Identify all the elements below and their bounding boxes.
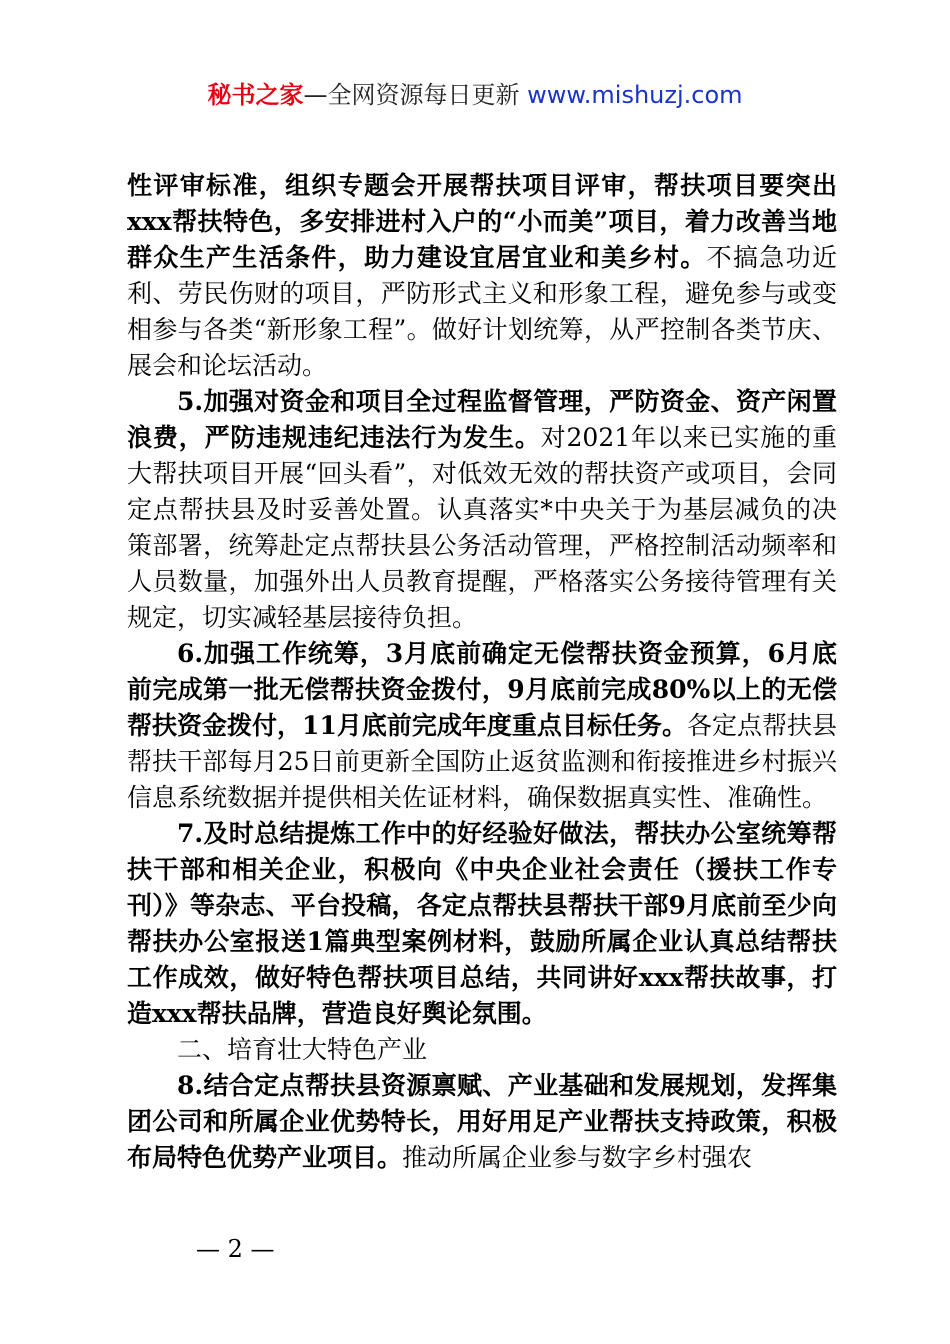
paragraph-item-5 [127,384,837,636]
paragraph-bold-lead: 6.加强工作统筹，3月底前确定无偿帮扶资金预算，6月底前完成第一批无偿帮扶资金拨付，9月底前完成80%以上的无偿帮扶资金拨付，11月底前完成年度重点目标任务。 [127,639,837,740]
paragraph-bold-lead: 性评审标准，组织专题会开展帮扶项目评审，帮扶项目要突出xxx帮扶特色，多安排进村入户的“小而美”项目，着力改善当地群众生产生活条件，助力建设宜居宜业和美乡村。 [127,171,837,272]
paragraph-bold-lead: 7.及时总结提炼工作中的好经验好做法，帮扶办公室统筹帮扶干部和相关企业，积极向《中央企业社会责任（援扶工作专刊）》等杂志、平台投稿，各定点帮扶县帮扶干部9月底前至少向帮扶办公室报送1篇典型案例材料，鼓励所属企业认真总结帮扶工作成效，做好特色帮扶项目总结，共同讲好xxx帮扶故事，打造xxx帮扶品牌，营造良好舆论氛围。 [127,819,837,1028]
site-brand: 秘书之家 [207,81,304,109]
paragraph-item-6 [127,636,837,816]
site-slogan: —全网资源每日更新 [303,81,528,109]
paragraph-continued [127,168,837,384]
paragraph-text: 对2021年以来已实施的重大帮扶项目开展“回头看”，对低效无效的帮扶资产或项目，会同定点帮扶县及时妥善处置。认真落实*中央关于为基层减负的决策部署，统筹赴定点帮扶县公务活动管理，严格控制活动频率和人员数量，加强外出人员教育提醒，严格落实公务接待管理有关规定，切实减轻基层接待负担。 [127,423,837,632]
site-header [0,78,950,112]
document-body [127,168,837,1176]
page-number: — 2 — [196,1235,275,1263]
paragraph-bold-lead: 8.结合定点帮扶县资源禀赋、产业基础和发展规划，发挥集团公司和所属企业优势特长，用好用足产业帮扶支持政策，积极布局特色优势产业项目。 [127,1071,837,1172]
section-heading: 二、培育壮大特色产业 [177,1035,428,1064]
site-url-link[interactable]: www.mishuzj.com [527,81,743,109]
paragraph-text: 各定点帮扶县帮扶干部每月25日前更新全国防止返贫监测和衔接推进乡村振兴信息系统数据并提供相关佐证材料，确保数据真实性、准确性。 [127,711,837,812]
paragraph-item-8 [127,1068,837,1176]
paragraph-item-7 [127,816,837,1032]
paragraph-text: 不搞急功近利、劳民伤财的项目，严防形式主义和形象工程，避免参与或变相参与各类“新形象工程”。做好计划统筹，从严控制各类节庆、展会和论坛活动。 [127,243,837,380]
paragraph-bold-lead: 5.加强对资金和项目全过程监督管理，严防资金、资产闲置浪费，严防违规违纪违法行为发生。 [127,387,837,452]
paragraph-text: 推动所属企业参与数字乡村强农 [402,1143,753,1172]
